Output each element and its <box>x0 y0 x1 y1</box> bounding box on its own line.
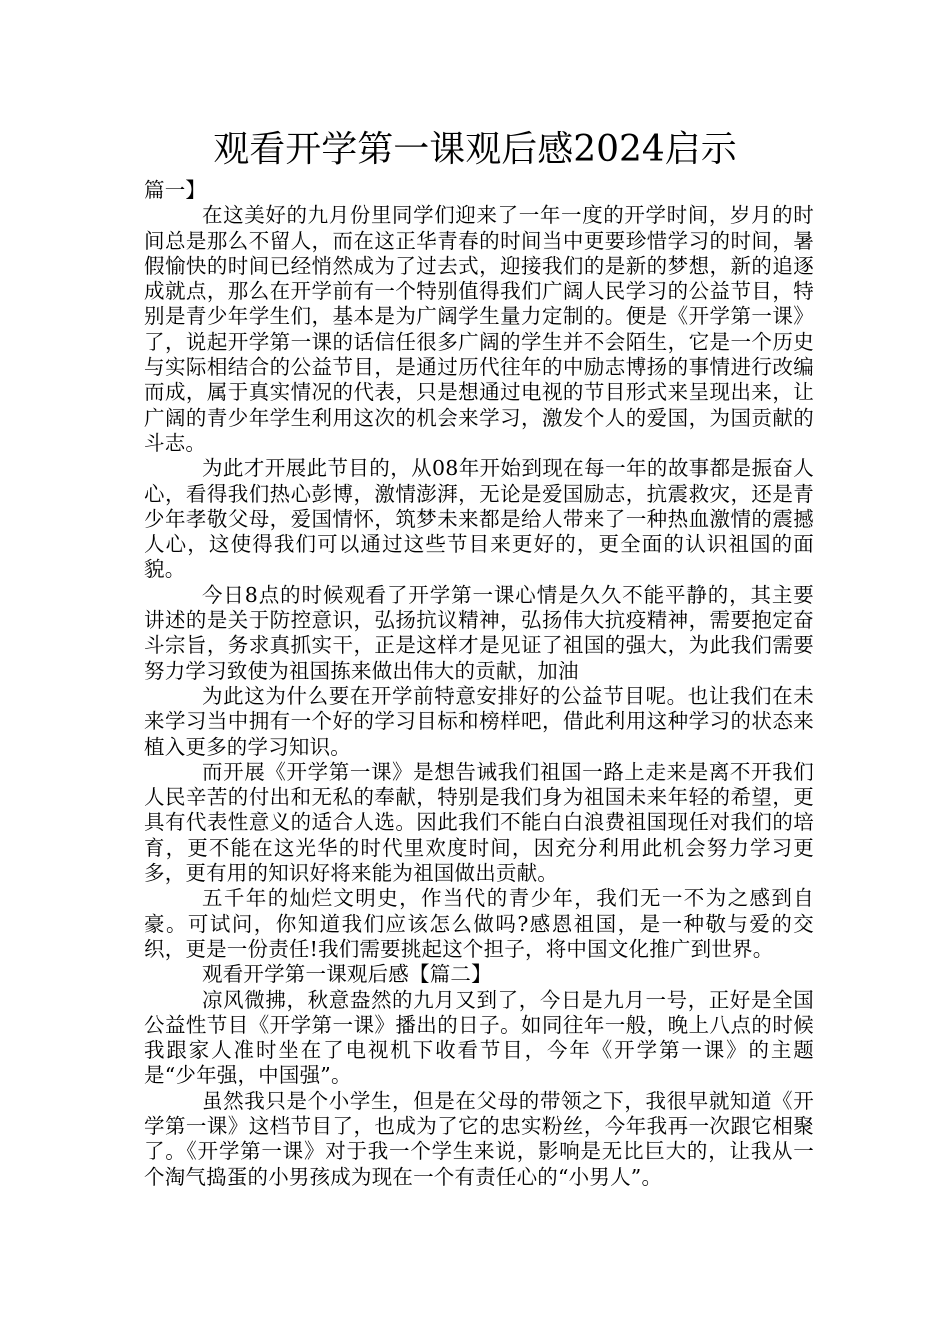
document-body <box>144 178 814 1190</box>
paragraph: 而开展《开学第一课》是想告诫我们祖国一路上走来是离不开我们人民辛苦的付出和无私的奉献，特别是我们身为祖国未来年轻的希望，更具有代表性意义的适合人选。因此我们不能白白浪费祖国现任对我们的培育，更不能在这光华的时代里欢度时间，因充分利用此机会努力学习更多，更有用的知识好将来能为祖国做出贡献。 <box>144 759 814 886</box>
paragraph: 凉风微拂，秋意盎然的九月又到了，今日是九月一号，正好是全国公益性节目《开学第一课》播出的日子。如同往年一般，晚上八点的时候我跟家人准时坐在了电视机下收看节目，今年《开学第一课》的主题是“少年强，中国强”。 <box>144 987 814 1088</box>
paragraph: 今日8点的时候观看了开学第一课心情是久久不能平静的，其主要讲述的是关于防控意识，弘扬抗议精神，弘扬伟大抗疫精神，需要抱定奋斗宗旨，务求真抓实干，正是这样才是见证了祖国的强大，为此我们需要努力学习致使为祖国拣来做出伟大的贡献，加油 <box>144 582 814 683</box>
paragraph: 五千年的灿烂文明史，作当代的青少年，我们无一不为之感到自豪。可试问，你知道我们应该怎么做吗?感恩祖国，是一种敬与爱的交织，更是一份责任!我们需要挑起这个担子，将中国文化推广到世界。 <box>144 886 814 961</box>
paragraph: 为此才开展此节目的，从08年开始到现在每一年的故事都是振奋人心，看得我们热心彭博，激情澎湃，无论是爱国励志，抗震救灾，还是青少年孝敬父母，爱国情怀，筑梦未来都是给人带来了一种热血激情的震撼人心，这使得我们可以通过这些节目来更好的，更全面的认识祖国的面貌。 <box>144 456 814 582</box>
paragraph: 为此这为什么要在开学前特意安排好的公益节目呢。也让我们在未来学习当中拥有一个好的学习目标和榜样吧，借此利用这种学习的状态来植入更多的学习知识。 <box>144 683 814 759</box>
section-one-label: 篇一】 <box>144 178 207 202</box>
paragraph: 在这美好的九月份里同学们迎来了一年一度的开学时间，岁月的时间总是那么不留人，而在这正华青春的时间当中更要珍惜学习的时间，暑假愉快的时间已经悄然成为了过去式，迎接我们的是新的梦想，新的追逐成就点，那么在开学前有一个特别值得我们广阔人民学习的公益节目，特别是青少年学生们，基本是为广阔学生量力定制的。便是《开学第一课》了，说起开学第一课的话信任很多广阔的学生并不会陌生，它是一个历史与实际相结合的公益节目，是通过历代往年的中励志博扬的事情进行改编而成，属于真实情况的代表，只是想通过电视的节目形式来呈现出来，让广阔的青少年学生利用这次的机会来学习，激发个人的爱国，为国贡献的斗志。 <box>144 203 814 455</box>
document-title: 观看开学第一课观后感2024启示 <box>213 129 737 170</box>
paragraph: 虽然我只是个小学生，但是在父母的带领之下，我很早就知道《开学第一课》这档节目了，也成为了它的忠实粉丝，今年我再一次跟它相聚了。《开学第一课》对于我一个学生来说，影响是无比巨大的，让我从一个淘气捣蛋的小男孩成为现在一个有责任心的“小男人”。 <box>144 1088 814 1189</box>
section-two-heading: 观看开学第一课观后感【篇二】 <box>202 962 492 987</box>
